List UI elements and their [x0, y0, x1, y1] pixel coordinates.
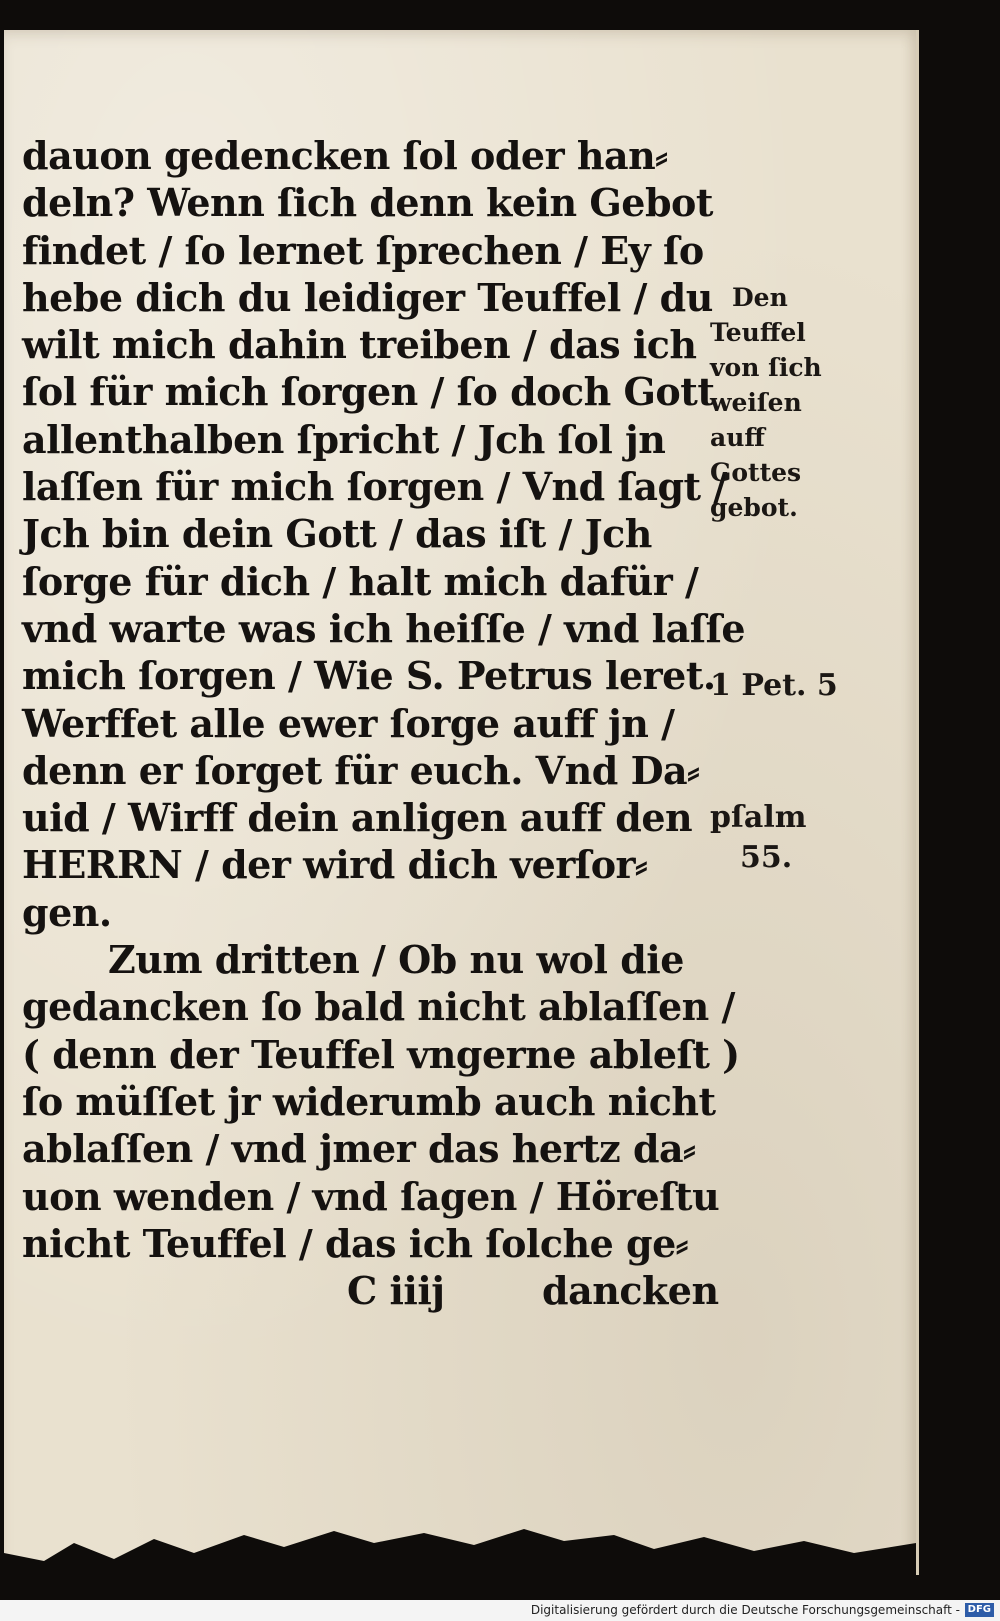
text-line: allenthalben ſpricht / Jch ſol jn — [22, 416, 666, 462]
signature-mark: C iiij — [347, 1268, 445, 1314]
signature-line — [22, 1267, 719, 1314]
margin-note-teuffel — [710, 280, 822, 525]
body-text — [22, 132, 746, 1314]
text-line: wilt mich dahin treiben / das ich — [22, 322, 697, 368]
margin-note-line: auff — [710, 423, 765, 452]
margin-note-line: Gottes — [710, 458, 802, 487]
text-line: findet / ſo lernet ſprechen / Ey ſo — [22, 227, 704, 273]
margin-note-line: 1 Pet. 5 — [710, 668, 838, 703]
text-line: ſol für mich ſorgen / ſo doch Gott — [22, 369, 715, 415]
torn-page-edge — [4, 1513, 916, 1577]
text-line: ablaſſen / vnd jmer das hertz da⸗ — [22, 1126, 696, 1172]
text-line: uid / Wirff dein anligen auff den — [22, 795, 693, 841]
text-line: gedancken ſo bald nicht ablaſſen / — [22, 984, 735, 1030]
text-line: Werffet alle ewer ſorge auff jn / — [22, 700, 675, 746]
footer-strip — [0, 1600, 1000, 1621]
margin-note-line: 55. — [740, 840, 793, 875]
text-line: uon wenden / vnd ſagen / Höreſtu — [22, 1173, 720, 1219]
margin-note-line: weiſen — [710, 388, 802, 417]
margin-note-line: Den — [732, 283, 788, 312]
book-page — [4, 30, 919, 1575]
text-line: ( denn der Teuffel vngerne ableſt ) — [22, 1031, 740, 1077]
catchword: dancken — [542, 1268, 719, 1314]
text-line: laſſen für mich ſorgen / Vnd ſagt / — [22, 464, 727, 510]
text-line: ſorge für dich / halt mich dafür / — [22, 558, 699, 604]
margin-note-psalm — [710, 798, 806, 878]
text-line: dauon gedencken ſol oder han⸗ — [22, 133, 668, 178]
text-line: HERRN / der wird dich verſor⸗ — [22, 842, 648, 888]
text-line: denn er ſorget für euch. Vnd Da⸗ — [22, 747, 700, 793]
text-line: deln? Wenn ſich denn kein Gebot — [22, 180, 713, 226]
text-line: vnd warte was ich heiſſe / vnd laſſe — [22, 605, 746, 651]
margin-note-petrus — [710, 668, 838, 704]
paragraph-start-line: Zum dritten / Ob nu wol die — [108, 937, 684, 983]
margin-note-line: von ſich — [710, 353, 822, 382]
margin-note-line: gebot. — [710, 493, 798, 522]
dfg-logo: DFG — [965, 1603, 994, 1617]
text-line: ſo müſſet jr widerumb auch nicht — [22, 1078, 716, 1124]
digitization-credit: Digitalisierung gefördert durch die Deutsche Forschungsgemeinschaft - — [530, 1603, 960, 1617]
margin-note-line: Teuffel — [710, 318, 806, 347]
text-line: Jch bin dein Gott / das iſt / Jch — [22, 511, 652, 557]
text-line: mich ſorgen / Wie S. Petrus leret. — [22, 653, 716, 699]
text-line: hebe dich du leidiger Teuffel / du — [22, 274, 713, 320]
text-line: gen. — [22, 889, 112, 935]
margin-note-line: pſalm — [710, 800, 807, 835]
text-line: nicht Teuffel / das ich ſolche ge⸗ — [22, 1220, 688, 1266]
